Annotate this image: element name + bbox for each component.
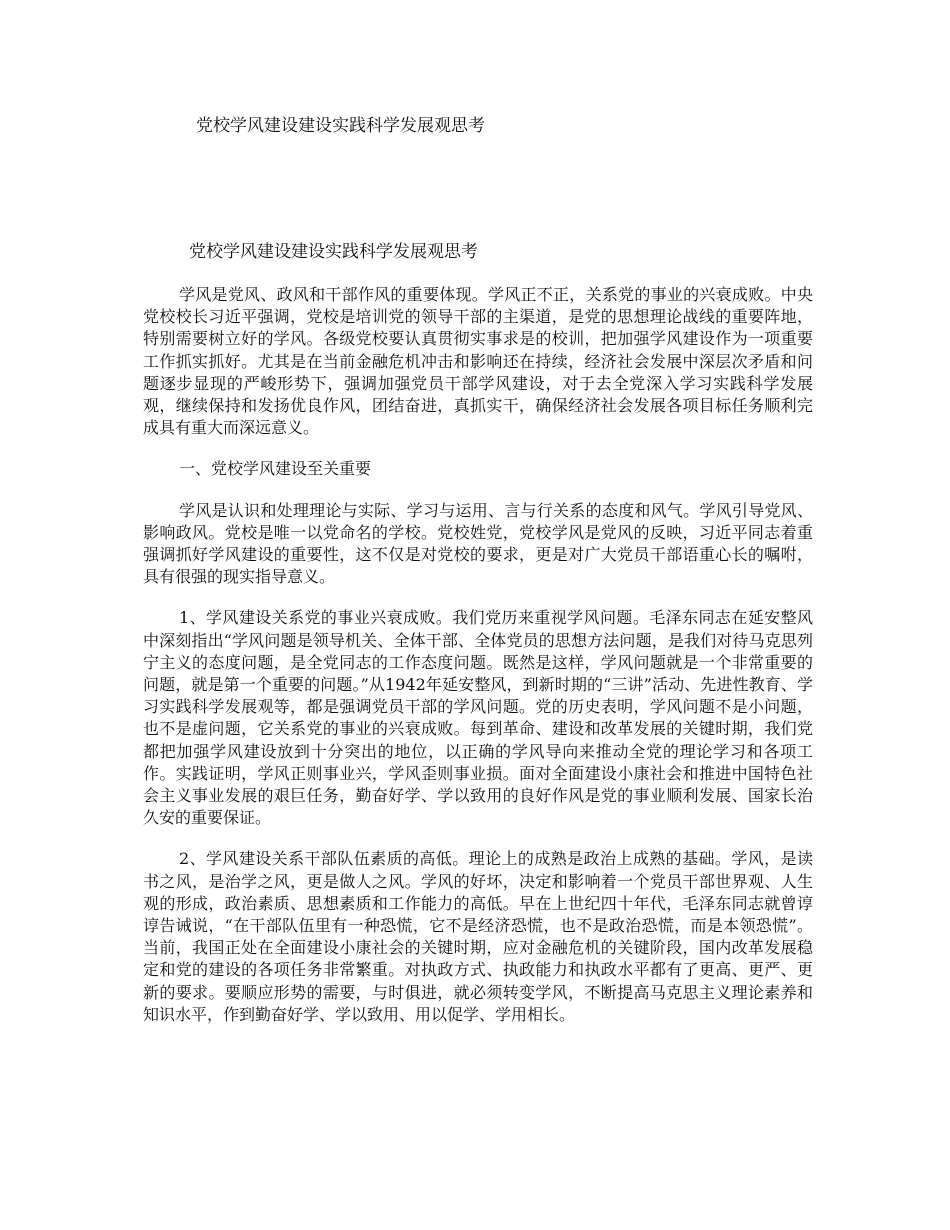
document-body [143,240,813,1045]
point-1-paragraph: 1、学风建设关系党的事业兴衰成败。我们党历来重视学风问题。毛泽东同志在延安整风中深刻指出“学风问题是领导机关、全体干部、全体党员的思想方法问题，是我们对待马克思列宁主义的态度问题，是全党同志的工作态度问题。既然是这样，学风问题就是一个非常重要的问题，就是第一个重要的问题。”从1942年延安整风，到新时期的“三讲”活动、先进性教育、学习实践科学发展观等，都是强调党员干部的学风问题。党的历史表明，学风问题不是小问题，也不是虚问题，它关系党的事业的兴衰成败。每到革命、建设和改革发展的关键时期，我们党都把加强学风建设放到十分突出的地位，以正确的学风导向来推动全党的理论学习和各项工作。实践证明，学风正则事业兴，学风歪则事业损。面对全面建设小康社会和推进中国特色社会主义事业发展的艰巨任务，勤奋好学、学以致用的良好作风是党的事业顺利发展、国家长治久安的重要保证。 [143,608,813,828]
section-1-paragraph: 学风是认识和处理理论与实际、学习与运用、言与行关系的态度和风气。学风引导党风、影响政风。党校是唯一以党命名的学校。党校姓党，党校学风是党风的反映，习近平同志着重强调抓好学风建设的重要性，这不仅是对党校的要求，更是对广大党员干部语重心长的嘱咐，具有很强的现实指导意义。 [143,500,813,587]
header-title: 党校学风建设建设实践科学发展观思考 [196,116,485,136]
intro-paragraph: 学风是党风、政风和干部作风的重要体现。学风正不正，关系党的事业的兴衰成败。中央党校校长习近平强调，党校是培训党的领导干部的主渠道，是党的思想理论战线的重要阵地，特别需要树立好的学风。各级党校要认真贯彻实事求是的校训，把加强学风建设作为一项重要工作抓实抓好。尤其是在当前金融危机冲击和影响还在持续，经济社会发展中深层次矛盾和问题逐步显现的严峻形势下，强调加强党员干部学风建设，对于去全党深入学习实践科学发展观，继续保持和发扬优良作风，团结奋进，真抓实干，确保经济社会发展各项目标任务顺利完成具有重大而深远意义。 [143,285,813,438]
document-title: 党校学风建设建设实践科学发展观思考 [189,242,478,262]
point-2-paragraph: 2、学风建设关系干部队伍素质的高低。理论上的成熟是政治上成熟的基础。学风，是读书之风，是治学之风，更是做人之风。学风的好坏，决定和影响着一个党员干部世界观、人生观的形成，政治素质、思想素质和工作能力的高低。早在上世纪四十年代，毛泽东同志就曾谆谆告诫说，“在干部队伍里有一种恐慌，它不是经济恐慌，也不是政治恐慌，而是本领恐慌”。当前，我国正处在全面建设小康社会的关键时期，应对金融危机的关键阶段，国内改革发展稳定和党的建设的各项任务非常繁重。对执政方式、执政能力和执政水平都有了更高、更严、更新的要求。要顺应形势的需要，与时俱进，就必须转变学风，不断提高马克思主义理论素养和知识水平，作到勤奋好学、学以致用、用以促学、学用相长。 [143,849,813,1024]
section-heading-1: 一、党校学风建设至关重要 [179,459,372,479]
